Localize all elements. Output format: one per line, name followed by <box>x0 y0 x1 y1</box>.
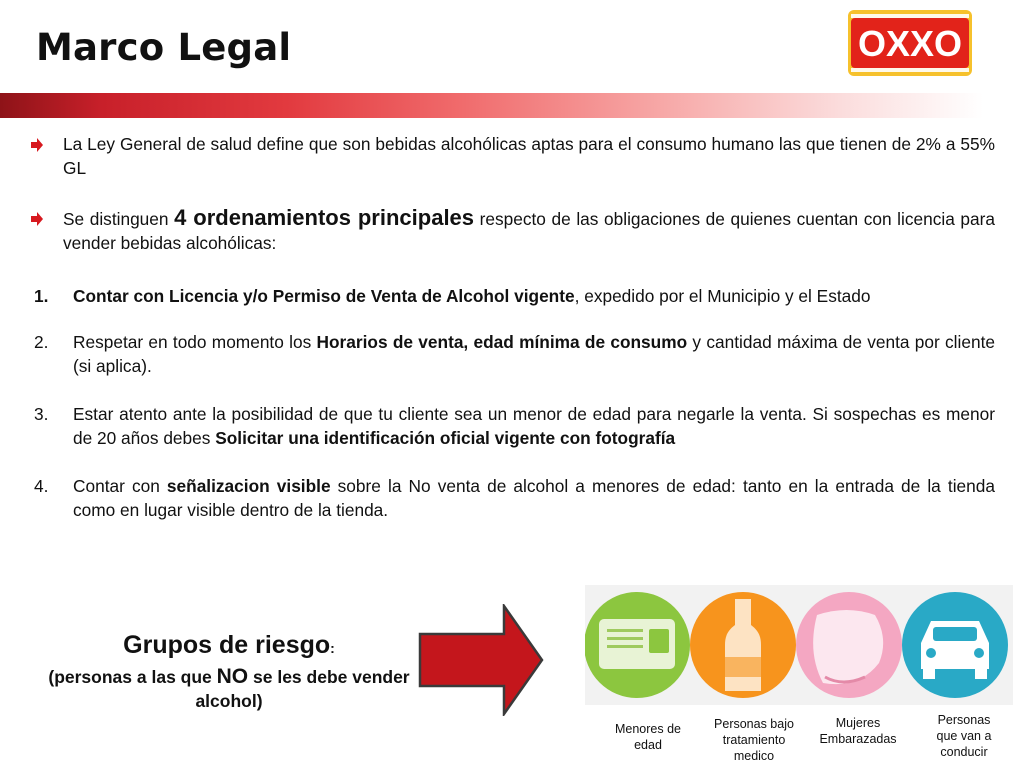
header-divider-band <box>0 93 1024 118</box>
page-title: Marco Legal <box>36 26 292 69</box>
bottle-icon <box>690 592 796 698</box>
list-item-4: Contar con señalizacion visible sobre la No venta de alcohol a menores de edad: tanto en la entrada de la tienda como en lugar visible dentro de la tienda. <box>73 476 995 520</box>
red-arrow-bullet-icon <box>30 138 44 152</box>
risk-group-icons-panel <box>585 585 1013 705</box>
risk-groups-subtitle: (personas a las que NO se les debe vender alcohol) <box>48 665 410 711</box>
pregnant-belly-icon <box>796 592 902 698</box>
logo-text: OXXO <box>857 23 963 64</box>
risk-group-label-tratamiento: Personas bajo tratamiento medico <box>714 717 794 763</box>
risk-groups-title: Grupos de riesgo: <box>123 631 335 659</box>
risk-groups-heading <box>40 628 418 713</box>
intro-paragraph-2: Se distinguen 4 ordenamientos principales respecto de las obligaciones de quienes cuentan con licencia para vender bebidas alcohólicas: <box>63 205 995 253</box>
list-item-2: Respetar en todo momento los Horarios de venta, edad mínima de consumo y cantidad máxima de venta por cliente (si aplica). <box>73 332 995 376</box>
list-number: 1. <box>34 286 49 306</box>
risk-group-icons <box>585 585 1013 705</box>
risk-group-label-embarazadas: Mujeres Embarazadas <box>819 716 897 746</box>
red-arrow-bullet-icon <box>30 212 44 226</box>
intro-paragraph-1: La Ley General de salud define que son bebidas alcohólicas aptas para el consumo humano las que tienen de 2% a 55% GL <box>63 134 995 178</box>
list-number: 4. <box>34 476 49 496</box>
risk-group-label-conducir: Personas que van a conducir <box>936 713 992 759</box>
id-card-icon <box>585 592 690 698</box>
right-arrow-icon <box>418 604 546 716</box>
risk-group-label-menores: Menores de edad <box>614 722 681 752</box>
list-item-1: Contar con Licencia y/o Permiso de Venta de Alcohol vigente, expedido por el Municipio y el Estado <box>73 286 871 306</box>
list-number: 2. <box>34 332 49 352</box>
list-number: 3. <box>34 404 49 424</box>
list-item-3: Estar atento ante la posibilidad de que tu cliente sea un menor de edad para negarle la venta. Si sospechas es menor de 20 años debes Solicitar una identificación oficial vigente con fotografía <box>73 404 995 448</box>
oxxo-logo <box>848 10 972 76</box>
car-icon <box>902 592 1008 698</box>
